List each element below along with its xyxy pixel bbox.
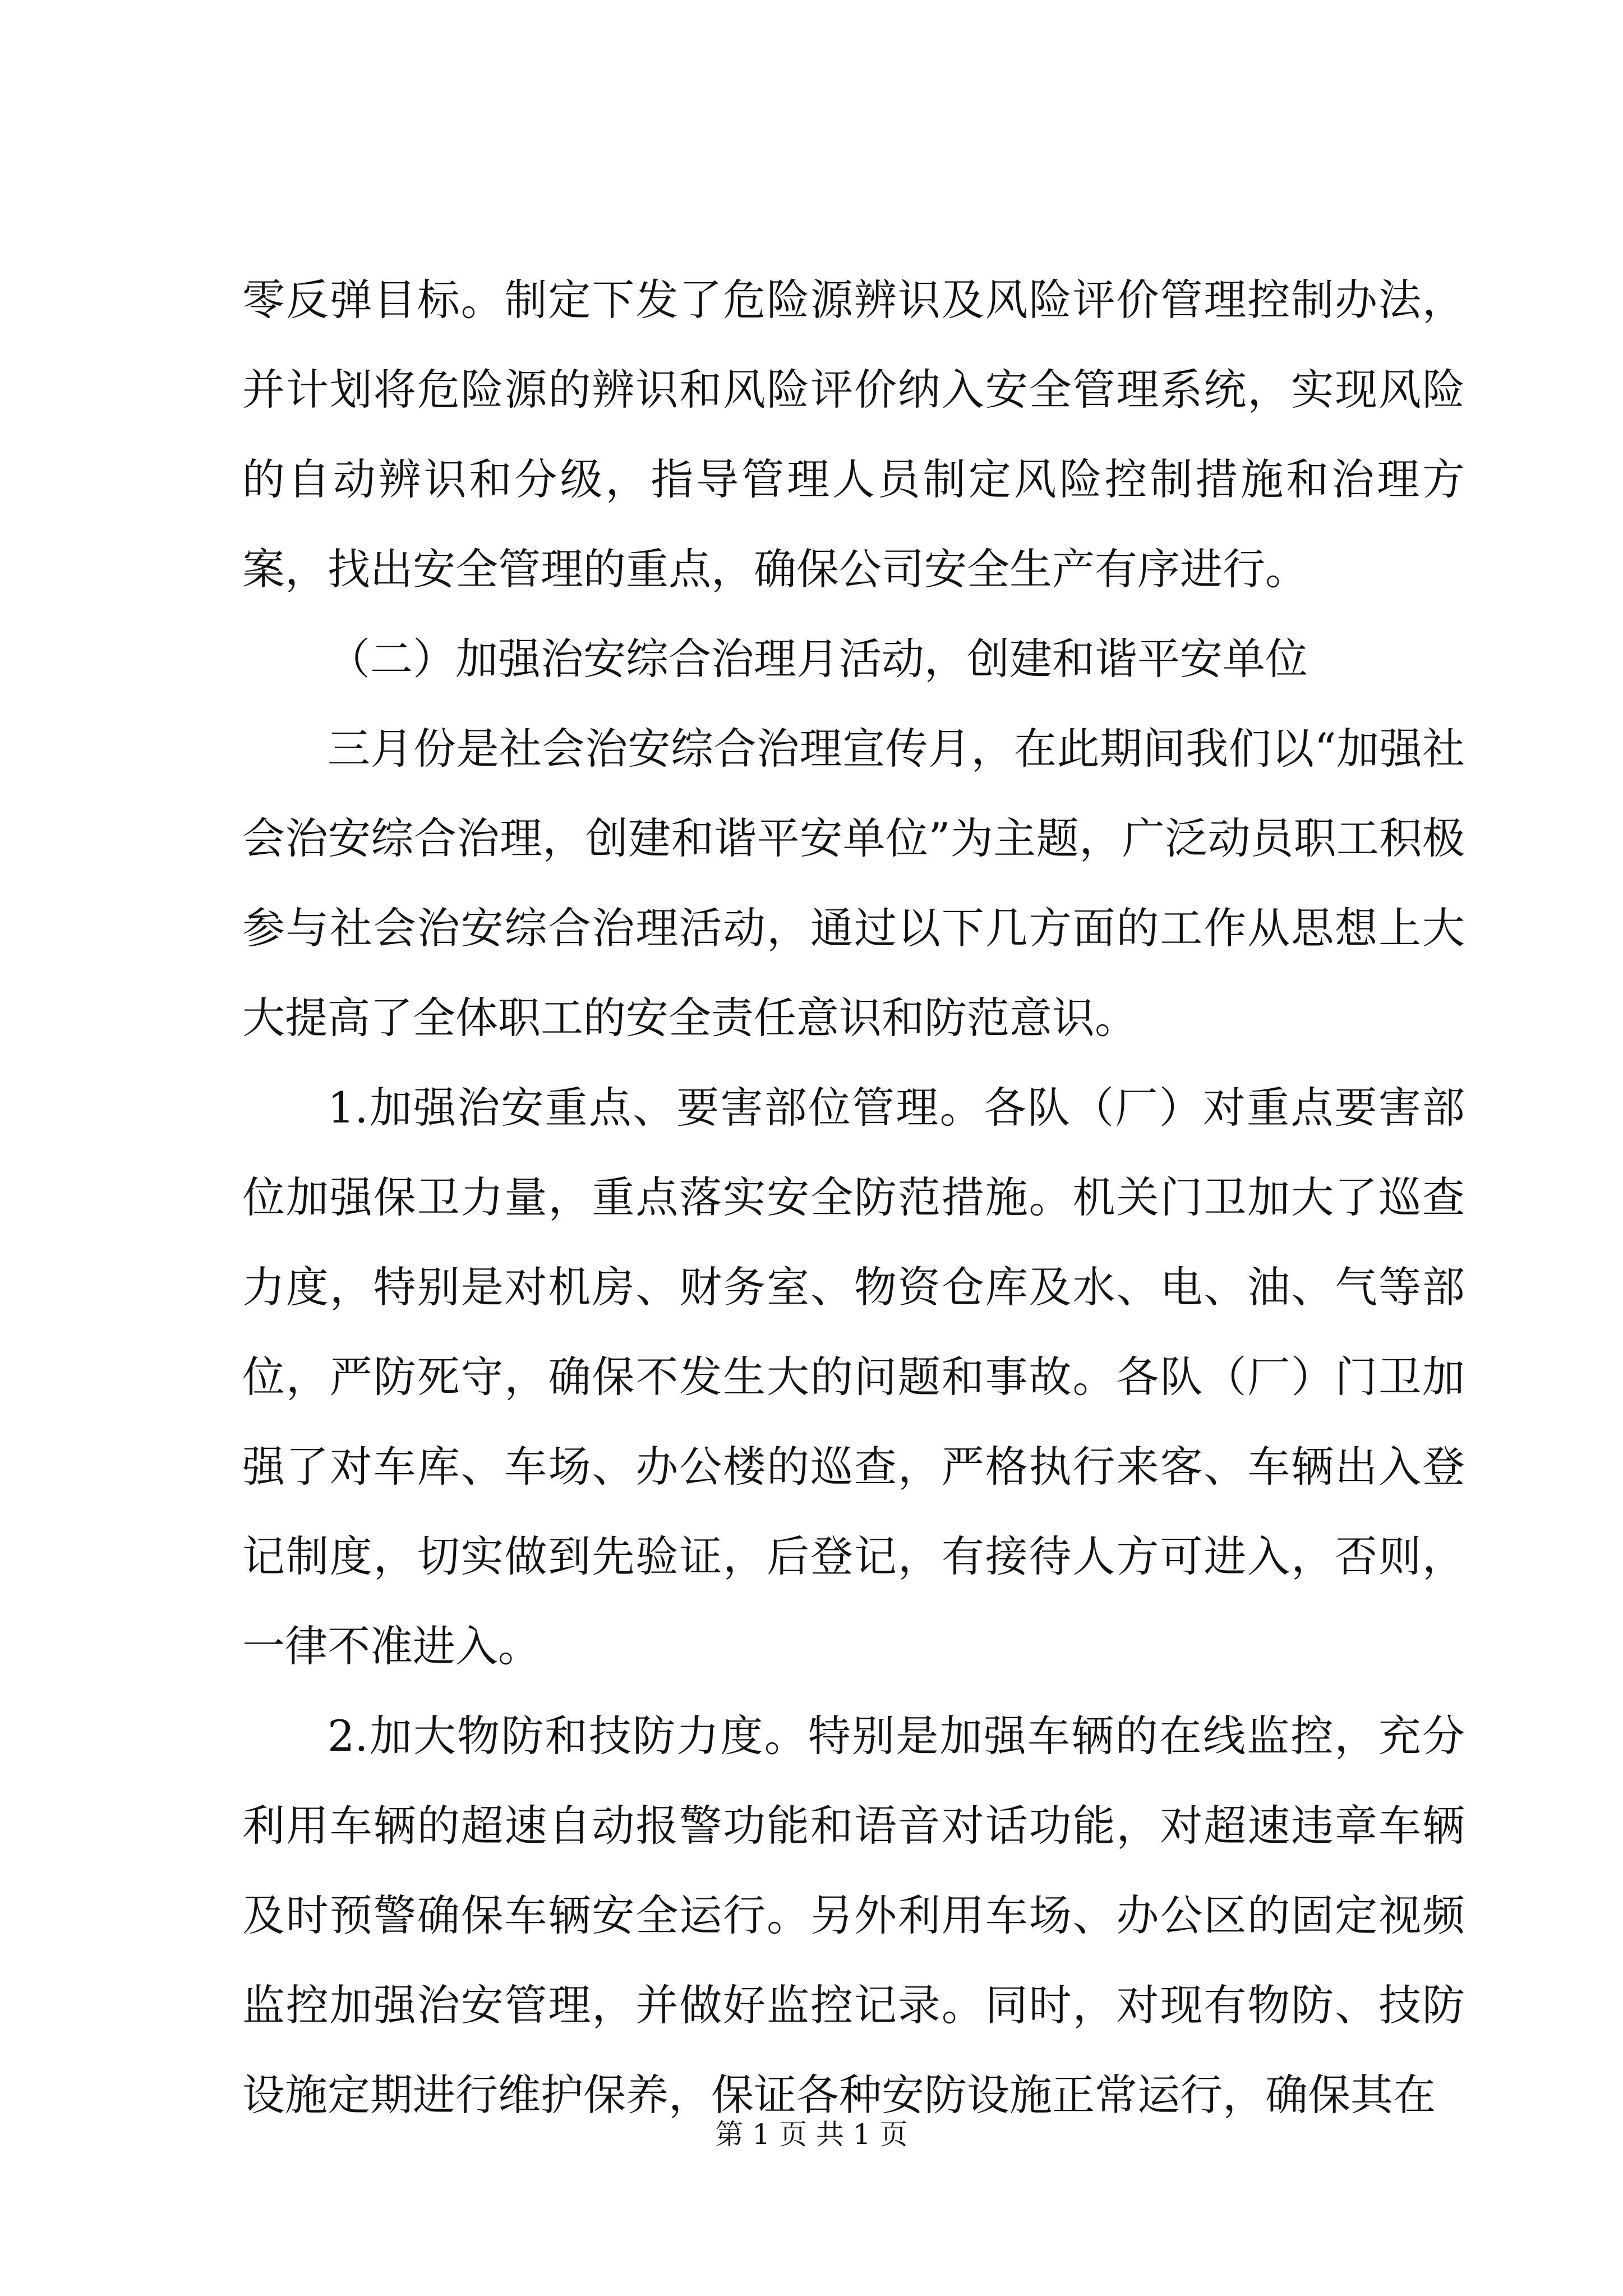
paragraph-intro: 三月份是社会治安综合治理宣传月，在此期间我们以“加强社会治安综合治理，创建和谐平安单位”为主题，广泛动员职工积极参与社会治安综合治理活动，通过以下几方面的工作从思想上大大提高了全体职工的安全责任意识和防范意识。 <box>242 724 1465 1043</box>
paragraph-item-2: 2.加大物防和技防力度。特别是加强车辆的在线监控，充分利用车辆的超速自动报警功能和语音对话功能，对超速违章车辆及时预警确保车辆安全运行。另外利用车场、办公区的固定视频监控加强治安管理，并做好监控记录。同时，对现有物防、技防设施定期进行维护保养，保证各种安防设施正常运行，确保其在 <box>242 1711 1465 2120</box>
section-heading: （二）加强治安综合治理月活动，创建和谐平安单位 <box>328 634 1308 684</box>
page-footer <box>0 2115 1623 2154</box>
document-body <box>242 255 1465 2140</box>
paragraph-item-1: 1.加强治安重点、要害部位管理。各队（厂）对重点要害部位加强保卫力量，重点落实安全防范措施。机关门卫加大了巡查力度，特别是对机房、财务室、物资仓库及水、电、油、气等部位，严防死守，确保不发生大的问题和事故。各队（厂）门卫加强了对车库、车场、办公楼的巡查，严格执行来客、车辆出入登记制度，切实做到先验证，后登记，有接待人方可进入，否则，一律不准进入。 <box>242 1083 1465 1671</box>
page-number-label: 第 1 页 共 1 页 <box>715 2118 908 2151</box>
paragraph-continued: 零反弹目标。制定下发了危险源辨识及风险评价管理控制办法，并计划将危险源的辨识和风险评价纳入安全管理系统，实现风险的自动辨识和分级，指导管理人员制定风险控制措施和治理方案，找出安全管理的重点，确保公司安全生产有序进行。 <box>242 275 1465 594</box>
